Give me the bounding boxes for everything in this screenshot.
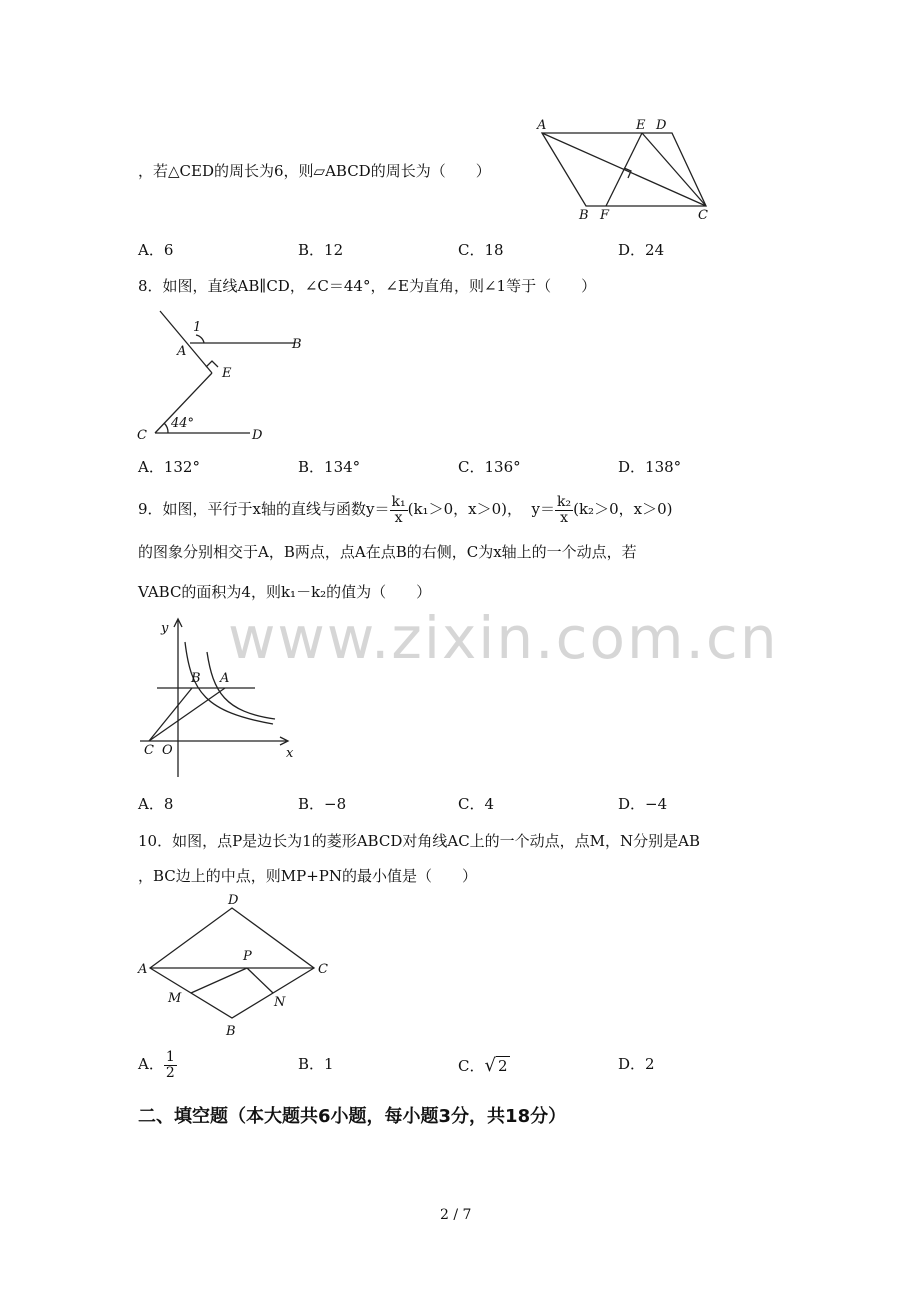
q8-option-a: A．132° (138, 458, 200, 476)
q9-label-a: A (220, 671, 230, 686)
q9-option-c: C．4 (458, 795, 495, 813)
q9-func2-fraction (555, 495, 573, 525)
q9-func1-fraction (390, 495, 408, 525)
q9-option-a: A．8 (138, 795, 174, 813)
q8-angle-c-arc (164, 423, 168, 433)
q8-option-d: D．138° (618, 458, 682, 476)
q10-option-d: D．2 (618, 1055, 655, 1073)
q10-label-m: M (168, 991, 182, 1006)
q10-option-c-prefix: C． (458, 1057, 485, 1075)
q9-func2-denominator: x (560, 509, 568, 526)
q10-segment-pn (247, 968, 273, 993)
q10-option-c-radicand: 2 (497, 1057, 508, 1075)
q7-stem: ，若△CED的周长为6，则▱ABCD的周长为（ ） (138, 162, 491, 180)
q10-label-a: A (138, 962, 148, 977)
q10-option-c (458, 1057, 510, 1075)
q7-label-c: C (698, 208, 708, 223)
q7-label-b: B (579, 208, 589, 223)
q9-label-c: C (144, 743, 154, 758)
q7-label-e: E (636, 118, 646, 133)
q10-stem-line2: ，BC边上的中点，则MP+PN的最小值是（ ） (138, 867, 478, 885)
q7-label-a: A (537, 118, 547, 133)
q7-label-d: D (656, 118, 667, 133)
sqrt-icon: √ (484, 1055, 496, 1076)
q9-func1-condition: (k₁＞0，x＞0)， (407, 500, 522, 518)
q7-option-d: D．24 (618, 241, 665, 259)
q9-func2-lhs: y＝ (531, 500, 555, 518)
q8-label-44: 44° (171, 416, 195, 431)
q7-option-a: A．6 (138, 241, 174, 259)
q9-stem-line3: VABC的面积为4，则k₁－k₂的值为（ ） (138, 583, 432, 601)
section-heading: 二、填空题（本大题共6小题，每小题3分，共18分） (138, 1106, 567, 1127)
q9-figure (135, 612, 305, 782)
q9-func2-numerator: k₂ (557, 493, 572, 510)
q9-stem-line2: 的图象分别相交于A，B两点，点A在点B的右侧，C为x轴上的一个动点，若 (138, 543, 637, 561)
q9-option-b: B．−8 (298, 795, 347, 813)
q9-segment-cb (149, 688, 192, 741)
q9-segment-ca (149, 688, 225, 741)
q9-curve-k1 (207, 652, 275, 719)
q10-segment-mp (191, 968, 247, 993)
q9-option-d: D．−4 (618, 795, 668, 813)
q8-angle1-arc (196, 335, 204, 343)
q10-option-b: B．1 (298, 1055, 334, 1073)
q9-label-b: B (191, 671, 201, 686)
q7-segment-ef (606, 133, 642, 206)
q10-option-a-fraction (164, 1050, 177, 1080)
q9-func1-lhs: y＝ (366, 500, 390, 518)
q10-option-a-denominator: 2 (165, 1064, 175, 1081)
q10-label-d: D (228, 893, 239, 908)
q10-option-a-numerator: 1 (165, 1048, 175, 1065)
q8-option-c: C．136° (458, 458, 521, 476)
q9-label-x: x (286, 746, 294, 761)
q8-label-a: A (177, 344, 187, 359)
page-number: 2 / 7 (440, 1207, 472, 1223)
q10-label-n: N (274, 995, 286, 1010)
q10-label-c: C (318, 962, 328, 977)
q9-label-o: O (162, 743, 173, 758)
q7-segment-ec (642, 133, 706, 206)
watermark-text: www.zixin.com.cn (228, 604, 779, 672)
q9-func2-condition: (k₂＞0，x＞0) (573, 500, 673, 518)
q10-option-a-prefix: A． (138, 1055, 164, 1073)
q8-stem: 8．如图，直线AB∥CD，∠C＝44°，∠E为直角，则∠1等于（ ） (138, 277, 597, 295)
q8-figure (130, 305, 320, 450)
q10-label-b: B (226, 1024, 236, 1039)
q8-label-c: C (137, 428, 147, 443)
q10-figure (132, 890, 342, 1045)
q8-label-e: E (222, 366, 232, 381)
q8-label-b: B (292, 337, 302, 352)
q9-label-y: y (161, 621, 169, 636)
q9-func1-numerator: k₁ (391, 493, 406, 510)
q7-figure (530, 114, 720, 224)
q8-label-1: 1 (193, 320, 202, 335)
q9-func1-denominator: x (394, 509, 403, 526)
q9-stem-a: 9．如图，平行于x轴的直线与函数 (138, 500, 367, 518)
q8-option-b: B．134° (298, 458, 361, 476)
q8-right-angle-mark (206, 361, 218, 367)
q10-label-p: P (243, 949, 252, 964)
q7-option-b: B．12 (298, 241, 344, 259)
q7-option-c: C．18 (458, 241, 504, 259)
q10-option-a (138, 1044, 177, 1084)
q9-stem-line1 (138, 489, 672, 529)
q7-label-f: F (600, 208, 610, 223)
q8-label-d: D (252, 428, 263, 443)
q10-stem-line1: 10．如图，点P是边长为1的菱形ABCD对角线AC上的一个动点，点M，N分别是AB (138, 832, 701, 850)
